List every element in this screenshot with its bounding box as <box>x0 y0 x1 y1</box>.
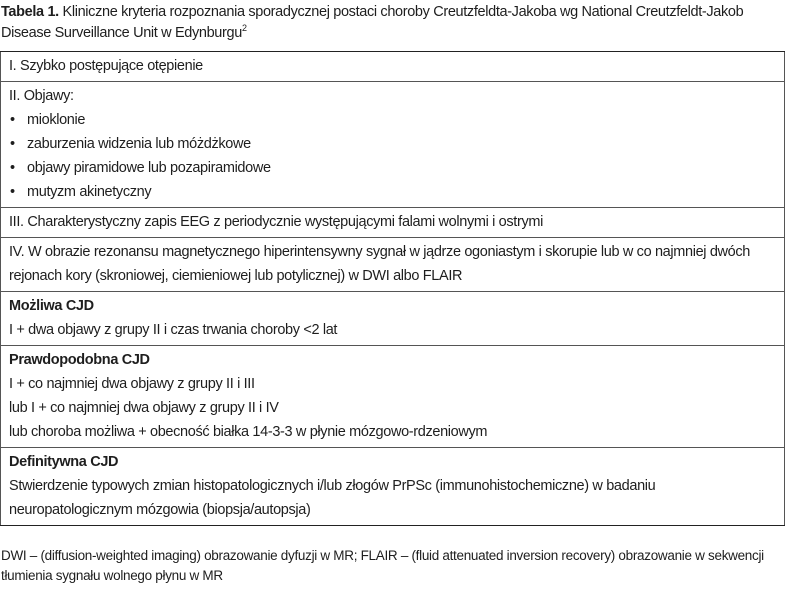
possible-cjd-row <box>0 291 785 345</box>
symptom-list <box>9 108 776 204</box>
symptom-item: • mutyzm akinetyczny <box>9 180 776 204</box>
possible-cjd-title: Możliwa CJD <box>9 298 94 314</box>
criterion-1-text: I. Szybko postępujące otępienie <box>9 58 203 74</box>
table-footnote: DWI – (diffusion-weighted imaging) obrazowanie dyfuzji w MR; FLAIR – (fluid attenuated inversion recovery) obrazowanie w sekwencji tłumienia sygnału wolnego płynu w MR <box>1 548 764 583</box>
criterion-4-text: IV. W obrazie rezonansu magnetycznego hiperintensywny sygnał w jądrze ogoniastym i skorupie lub w co najmniej dwóch rejonach kory (skroniowej, ciemieniowej lub potylicznej) w DWI albo FLAIR <box>9 244 751 284</box>
criterion-3-text: III. Charakterystyczny zapis EEG z periodycznie występującymi falami wolnymi i ostrymi <box>9 214 543 230</box>
possible-cjd-line: I + dwa objawy z grupy II i czas trwania choroby <2 lat <box>9 322 338 338</box>
symptom-item: • objawy piramidowe lub pozapiramidowe <box>9 156 776 180</box>
criterion-row-1 <box>0 52 785 81</box>
symptom-item: • zaburzenia widzenia lub móżdżkowe <box>9 132 776 156</box>
symptom-item: • mioklonie <box>9 108 776 132</box>
probable-cjd-line: lub I + co najmniej dwa objawy z grupy II i IV <box>9 400 279 416</box>
definite-cjd-line: Stwierdzenie typowych zmian histopatologicznych i/lub złogów PrPSc (immunohistochemiczne) w badaniu neuropatologicznym mózgowia (biopsja/autopsja) <box>9 478 656 518</box>
caption-label: Tabela 1. <box>1 4 59 20</box>
criterion-row-2 <box>0 81 785 207</box>
caption-text: Kliniczne kryteria rozpoznania sporadycznej postaci choroby Creutzfeldta-Jakoba wg National Creutzfeldt-Jakob Disease Surveillance Unit w Edynburgu <box>1 4 744 41</box>
probable-cjd-title: Prawdopodobna CJD <box>9 352 150 368</box>
criterion-row-3 <box>0 207 785 237</box>
probable-cjd-line: lub choroba możliwa + obecność białka 14-3-3 w płynie mózgowo-rdzeniowym <box>9 424 488 440</box>
probable-cjd-row <box>0 345 785 447</box>
table-caption <box>1 2 785 44</box>
criterion-2-heading: II. Objawy: <box>9 88 74 104</box>
criterion-row-4 <box>0 237 785 291</box>
caption-reference: 2 <box>241 23 247 34</box>
probable-cjd-line: I + co najmniej dwa objawy z grupy II i III <box>9 376 255 392</box>
definite-cjd-row <box>0 447 785 525</box>
criteria-table <box>0 51 785 526</box>
definite-cjd-title: Definitywna CJD <box>9 454 119 470</box>
